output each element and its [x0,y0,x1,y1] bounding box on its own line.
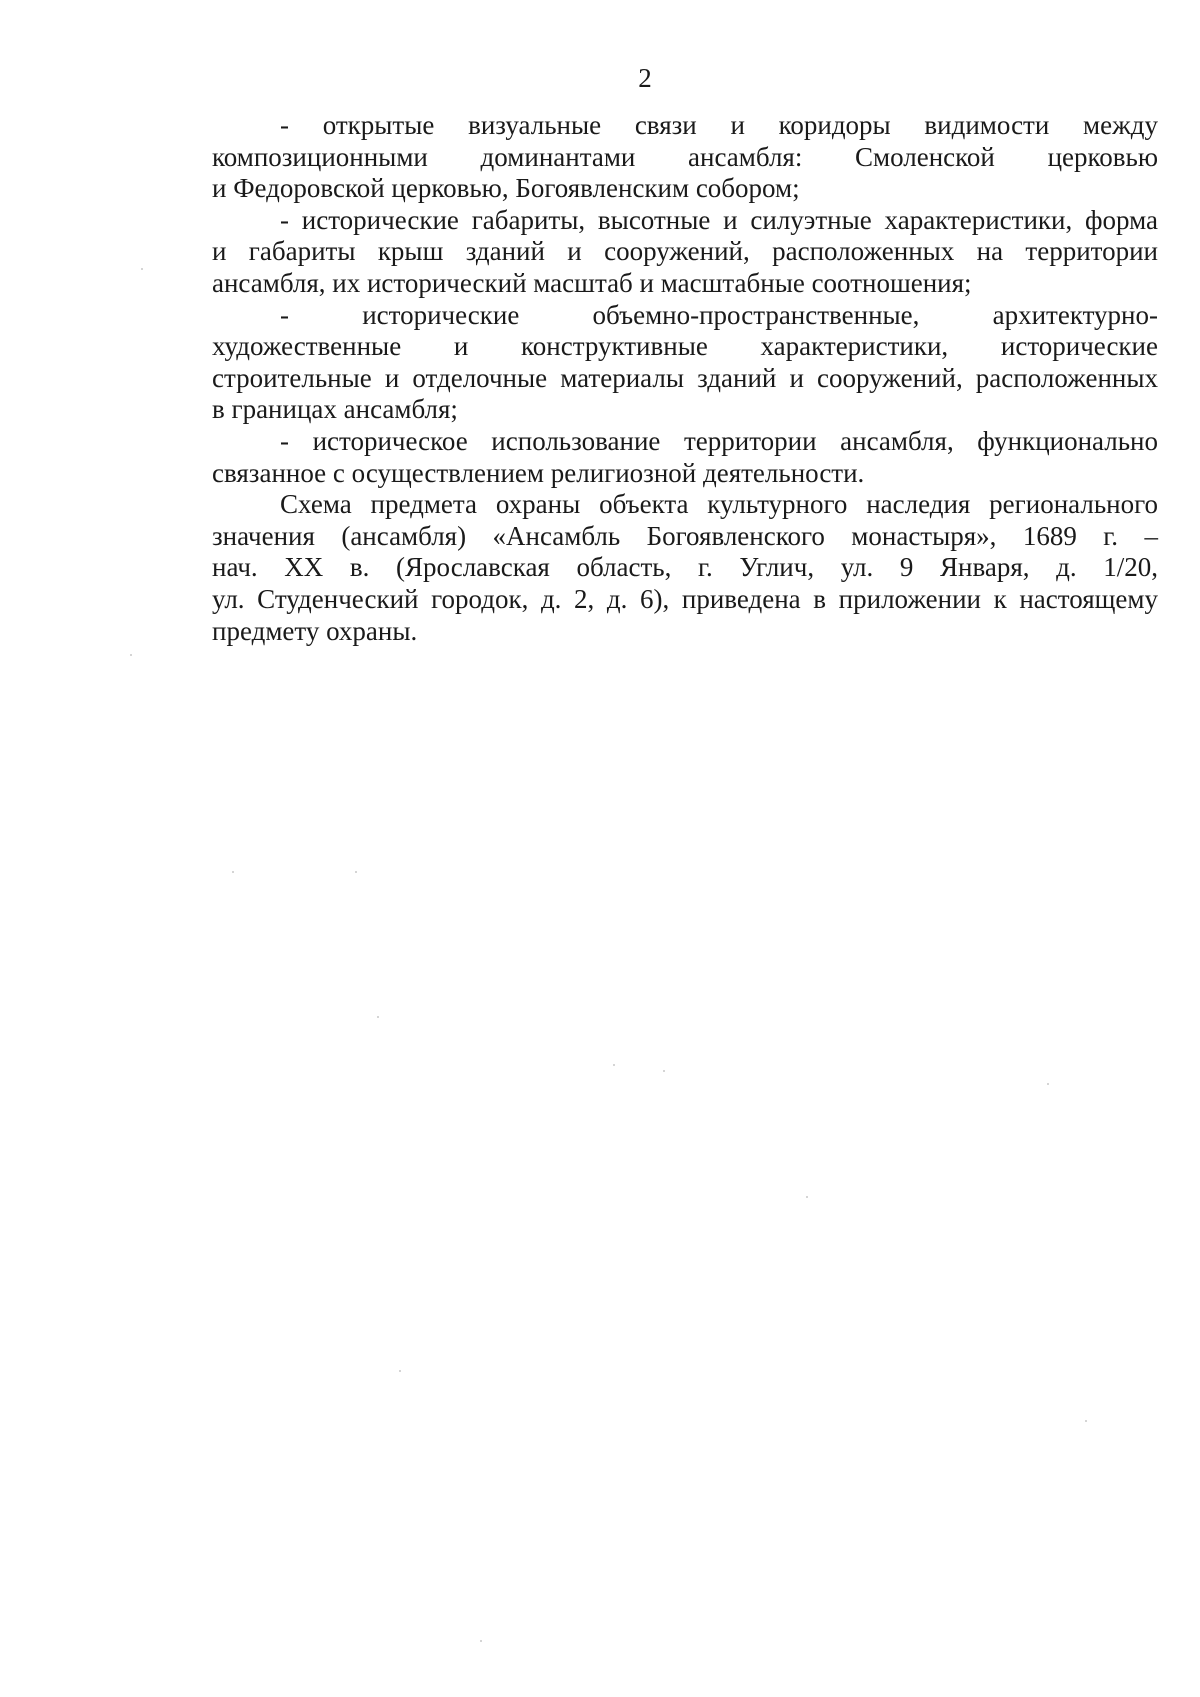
text-line: ул. Студенческий городок, д. 2, д. 6), приведена в приложении к настоящему [212,583,1158,614]
text-line: значения (ансамбля) «Ансамбль Богоявленского монастыря», 1689 г. – [212,520,1158,551]
text-line: - историческое использование территории ансамбля, функционально [280,425,1158,456]
scan-speck [130,654,132,656]
text-line: ансамбля, их исторический масштаб и масштабные соотношения; [212,267,972,298]
scan-speck [663,1070,665,1072]
text-line: предмету охраны. [212,615,418,646]
scan-speck [399,1370,401,1372]
scan-speck [806,1196,808,1198]
scan-speck [377,1016,379,1018]
text-line: - открытые визуальные связи и коридоры видимости между [280,110,1158,140]
page-number: 2 [638,63,652,93]
text-line: Схема предмета охраны объекта культурного наследия регионального [280,489,1158,520]
paragraph-scheme-reference [212,489,1158,647]
scan-speck [232,871,234,873]
text-line: нач. XX в. (Ярославская область, г. Углич, ул. 9 Января, д. 1/20, [212,552,1158,583]
text-line: композиционными доминантами ансамбля: Смоленской церковью [212,141,1158,172]
scan-speck [613,1064,615,1066]
scan-speck [480,1640,482,1642]
text-line: строительные и отделочные материалы зданий и сооружений, расположенных [212,362,1158,393]
text-line: - исторические объемно-пространственные, архитектурно- [280,299,1158,330]
text-line: - исторические габариты, высотные и силуэтные характеристики, форма [280,204,1158,235]
scan-speck [141,268,143,270]
text-line: в границах ансамбля; [212,394,458,425]
document-body [212,110,1158,647]
scan-speck [1085,1420,1087,1422]
scan-speck [355,871,357,873]
paragraph-territory-use [212,426,1158,489]
paragraph-dimensions [212,205,1158,300]
paragraph-visual-links [212,110,1158,205]
text-line: и Федоровской церковью, Богоявленским собором; [212,173,800,204]
text-line: связанное с осуществлением религиозной деятельности. [212,457,865,488]
text-line: художественные и конструктивные характеристики, исторические [212,331,1158,362]
text-line: и габариты крыш зданий и сооружений, расположенных на территории [212,236,1158,267]
scan-speck [1047,1083,1049,1085]
paragraph-characteristics [212,300,1158,426]
